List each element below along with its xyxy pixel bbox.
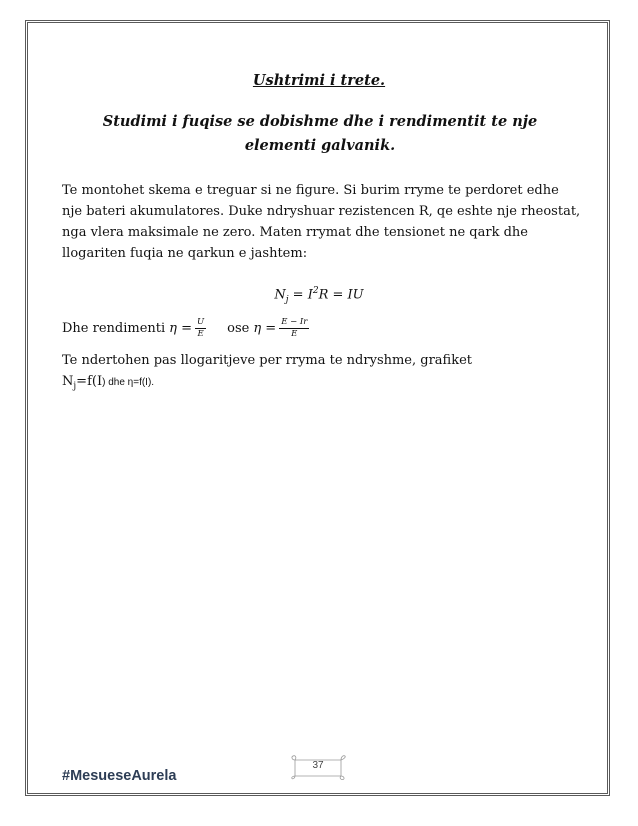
exercise-subtitle: Studimi i fuqise se dobishme dhe i rendimentit te nje elementi galvanik.	[102, 113, 538, 154]
eta-symbol-2: η =	[253, 320, 277, 336]
page-number: 37	[312, 760, 324, 771]
func-eta-of-i: ) dhe η=f(I).	[102, 377, 155, 388]
graphs-paragraph: Te ndertohen pas llogaritjeve per rryma te ndryshme, grafiket	[62, 353, 473, 368]
func-n-subscript: j	[73, 381, 77, 392]
graphs-functions-line	[62, 371, 582, 398]
fraction-e-minus-ir-over-e	[279, 317, 309, 340]
eta-symbol-1: η =	[169, 320, 192, 336]
instructions-paragraph: Te montohet skema e treguar si ne figure. Si burim rryme te perdoret edhe nje bateri akumulatores. Duke ndryshuar rezistencen R, qe eshte nje rheostat, nga vlera maksimale ne zero. Maten rrymat dhe tensionet ne qark dhe llogariten fuqia ne qarkun e jashtem:	[62, 183, 581, 261]
func-n: N	[62, 374, 74, 389]
formula-lhs-subscript: j	[285, 294, 289, 305]
formula-rhs-mid: = I	[288, 287, 313, 303]
func-n-of-i: =f(I	[76, 374, 103, 389]
formula-rhs-end: R = IU	[318, 287, 364, 303]
footer-hashtag: #MesueseAurela	[62, 768, 177, 784]
fraction-2-numerator: E − Ir	[281, 316, 308, 327]
formula-exponent: 2	[312, 286, 319, 296]
fraction-u-over-e	[195, 317, 206, 340]
power-formula	[0, 286, 638, 305]
fraction-1-numerator: U	[196, 316, 205, 327]
fraction-1-denominator: E	[197, 328, 204, 339]
efficiency-formula-line	[62, 316, 562, 340]
efficiency-prefix: Dhe rendimenti	[62, 320, 166, 336]
formula-lhs: N	[274, 287, 286, 303]
fraction-2-denominator: E	[291, 328, 298, 339]
ose-word: ose	[227, 320, 250, 336]
exercise-title: Ushtrimi i trete.	[252, 72, 386, 89]
